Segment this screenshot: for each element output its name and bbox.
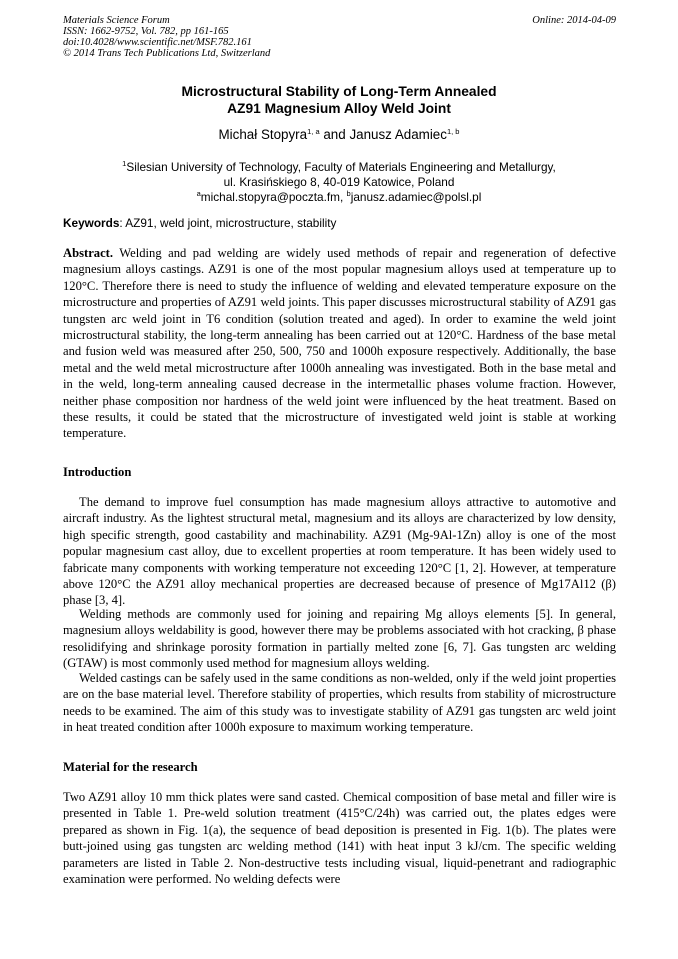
- title-line-2: AZ91 Magnesium Alloy Weld Joint: [227, 101, 451, 116]
- online-date: Online: 2014-04-09: [532, 15, 616, 26]
- author-list: [40, 126, 638, 144]
- email-b[interactable]: janusz.adamiec@polsl.pl: [350, 190, 482, 204]
- author-1-name: Michał Stopyra: [218, 127, 308, 142]
- keywords-text: : AZ91, weld joint, microstructure, stability: [119, 216, 337, 230]
- keywords-line: [63, 216, 616, 231]
- abstract-paragraph: [63, 245, 616, 442]
- author-conjunction: and: [323, 127, 346, 142]
- journal-issn: ISSN: 1662-9752, Vol. 782, pp 161-165: [63, 26, 229, 37]
- title-line-1: Microstructural Stability of Long-Term Annealed: [181, 84, 497, 99]
- introduction-heading: Introduction: [63, 465, 132, 479]
- author-2-name: Janusz Adamiec: [349, 127, 447, 142]
- paper-title: [40, 83, 638, 117]
- keywords-label: Keywords: [63, 216, 120, 230]
- email-a-marker: a: [196, 189, 201, 198]
- journal-doi: doi:10.4028/www.scientific.net/MSF.782.161: [63, 37, 252, 48]
- email-b-marker: b: [346, 189, 351, 198]
- email-a[interactable]: michal.stopyra@poczta.fm,: [200, 190, 344, 204]
- material-heading: Material for the research: [63, 760, 198, 774]
- affiliation-emails: [40, 190, 638, 205]
- affiliation-line-2: ul. Krasińskiego 8, 40-019 Katowice, Poland: [223, 175, 455, 189]
- affiliation-line-1: [40, 160, 638, 175]
- abstract-text: Welding and pad welding are widely used methods of repair and regeneration of defective magnesium alloys castings. AZ91 is one of the most popular magnesium alloys used at temperature up to 120°C. Therefore there is need to study the influence of welding and elevated temperature exposure on the microstructure and properties of AZ91 weld joints. This paper discusses microstructural stability of AZ91 gas tungsten arc weld joint in T6 condition (solution treated and aged). In order to examine the weld joint microstructural stability, the long-term annealing has been carried out at 120°C. Hardness of the base metal and fusion weld was measured after 250, 500, 750 and 1000h exposure respectively. Additionally, the base metal and the weld metal microstructure after 1000h annealing was investigated. Both in the base metal and in the weld, long-term annealing caused decrease in the intermetallic phases volume fraction. However, neither phase composition nor hardness of the weld joint were influenced by the heat treatment. Based on these results, it could be stated that the microstructure of investigated weld joint is stable at working temperature.: [63, 246, 616, 441]
- journal-copyright: © 2014 Trans Tech Publications Ltd, Switzerland: [63, 48, 271, 59]
- introduction-paragraph-2: Welding methods are commonly used for joining and repairing Mg alloys elements [5]. In general, magnesium alloys weldability is good, however there may be problems associated with hot cracking, β phase resolidifying and shrinkage porosity formation in partially melted zone [6, 7]. Gas tungsten arc welding (GTAW) is most commonly used method for magnesium alloys welding.: [63, 607, 616, 671]
- introduction-paragraph-3: Welded castings can be safely used in the same conditions as non-welded, only if the weld joint properties are on the base material level. Therefore stability of properties, which results from stability of microstructure needs to be examined. The aim of this study was to investigate stability of AZ91 gas tungsten arc weld joint in heat treated condition after 1000h exposure to maximum working temperature.: [63, 671, 616, 735]
- author-1-affiliation-mark: 1, a: [307, 127, 320, 136]
- material-paragraph-1: Two AZ91 alloy 10 mm thick plates were sand casted. Chemical composition of base metal and filler wire is presented in Table 1. Pre-weld solution treatment (415°C/24h) was carried out, the plates edges were prepared as shown in Fig. 1(a), the sequence of bead deposition is presented in Fig. 1(b). The plates were butt-joined using gas tungsten arc welding method (141) with heat input 3 kJ/cm. The specific welding parameters are listed in Table 2. Non-destructive tests including visual, liquid-penetrant and radiographic examination were performed. No welding defects were: [63, 790, 616, 887]
- author-2-affiliation-mark: 1, b: [446, 127, 460, 136]
- introduction-paragraph-1: The demand to improve fuel consumption has made magnesium alloys attractive to automotive and aircraft industry. As the lightest structural metal, magnesium and its alloys are characterized by low density, high specific strength, good castability and machinability. AZ91 (Mg-9Al-1Zn) alloy is one of the most popular magnesium cast alloy, due to excellent properties at room temperature. It has been widely used to fabricate many components with working temperature not exceeding 120°C [1, 2]. However, at temperature above 120°C the AZ91 alloy mechanical properties are decreased because of presence of Mg17Al12 (β) phase [3, 4].: [63, 495, 616, 608]
- abstract-label: Abstract.: [63, 246, 114, 260]
- journal-header: [63, 15, 616, 59]
- affiliation-block: [40, 160, 638, 205]
- journal-name: Materials Science Forum: [63, 15, 170, 26]
- affiliation-institution: Silesian University of Technology, Faculty of Materials Engineering and Metallurgy,: [126, 160, 556, 174]
- affiliation-marker: 1: [122, 159, 127, 168]
